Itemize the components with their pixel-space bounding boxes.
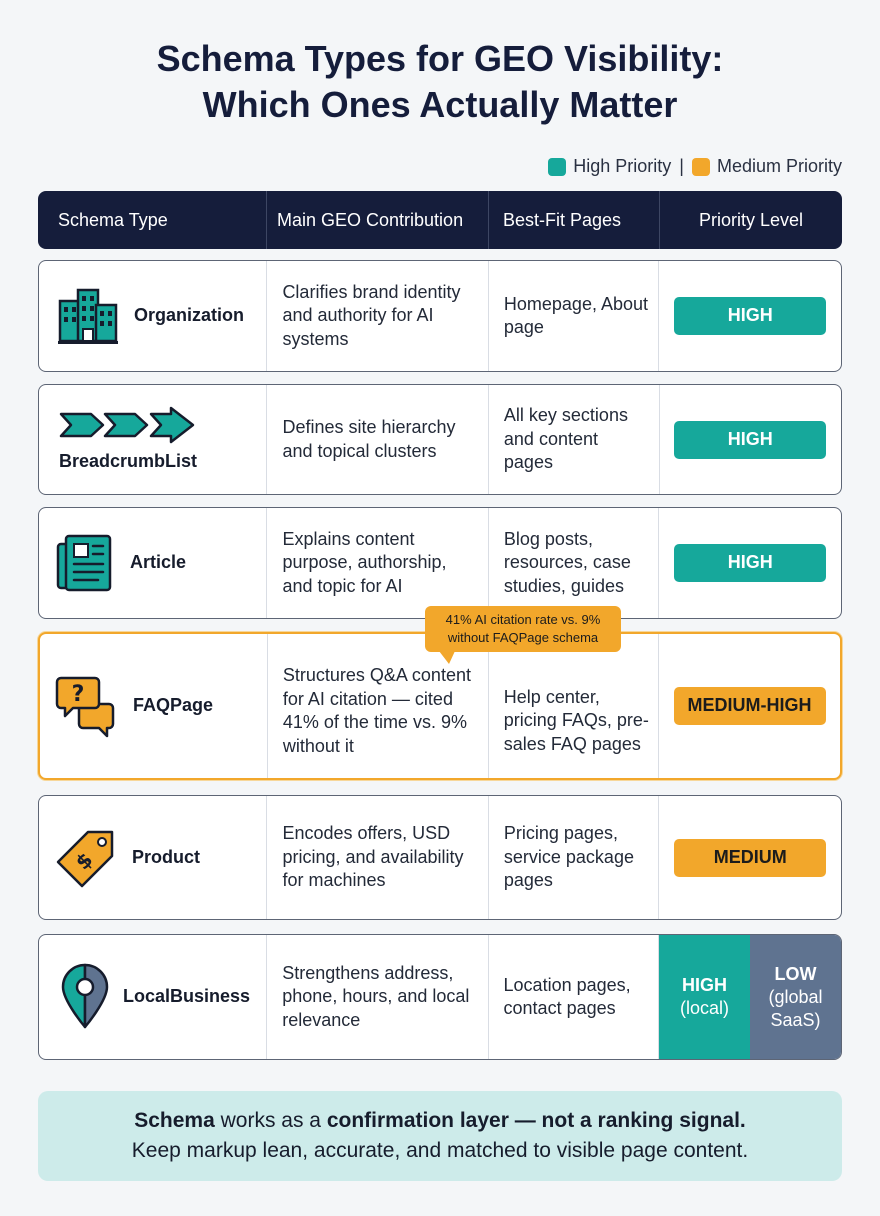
legend-medium-label: Medium Priority (716, 156, 842, 176)
schema-type-cell (39, 261, 267, 371)
contribution-cell: Structures Q&A content for AI citation — cited 41% of the time vs. 9% without it (268, 634, 489, 778)
legend-high-label: High Priority (573, 156, 672, 176)
building-icon (54, 287, 120, 345)
page-title (0, 36, 880, 128)
schema-type-cell (39, 935, 267, 1059)
priority-cell (659, 508, 841, 618)
priority-badge: HIGH (674, 544, 826, 582)
callout-line-1: 41% AI citation rate vs. 9% (445, 612, 601, 627)
pages-cell: Blog posts, resources, case studies, guides (489, 508, 660, 618)
schema-type-cell (39, 385, 267, 494)
svg-text:$: $ (70, 847, 98, 874)
schema-name: LocalBusiness (123, 986, 251, 1007)
contribution-cell: Explains content purpose, authorship, and topic for AI (267, 508, 488, 618)
faq-callout (425, 606, 621, 652)
schema-name: BreadcrumbList (59, 450, 198, 471)
summary-banner (38, 1091, 842, 1181)
priority-badge: HIGH (674, 297, 826, 335)
priority-low-global (750, 935, 841, 1059)
schema-name: Organization (134, 305, 245, 326)
header-priority-level: Priority Level (698, 209, 804, 230)
header-main-contribution: Main GEO Contribution (267, 191, 489, 249)
priority-high-local (659, 935, 750, 1059)
medium-priority-swatch-icon (692, 158, 710, 176)
priority-cell (660, 385, 842, 494)
priority-cell (659, 796, 841, 919)
schema-type-cell (40, 634, 268, 778)
table-row-organization (38, 260, 842, 372)
pages-cell: Pricing pages, service package pages (489, 796, 660, 919)
price-tag-icon (54, 826, 118, 890)
table-row-breadcrumblist (38, 384, 842, 495)
summary-bold-confirmation: confirmation layer — not a ranking signal. (326, 1109, 746, 1132)
pages-cell: Help center, pricing FAQs, pre-sales FAQ pages (489, 634, 659, 778)
chat-bubbles-icon (55, 674, 119, 738)
priority-low-label: LOW (774, 963, 817, 984)
summary-mid: works as a (214, 1109, 327, 1132)
priority-badge: HIGH (674, 421, 826, 459)
schema-name: Article (130, 552, 187, 573)
schema-name: Product (132, 846, 201, 867)
svg-text:?: ? (71, 682, 85, 707)
priority-cell (659, 261, 841, 371)
header-schema-type: Schema Type (38, 191, 267, 249)
table-row-product (38, 795, 842, 920)
pages-cell: All key sections and content pages (489, 385, 660, 494)
priority-badge: MEDIUM-HIGH (674, 687, 826, 725)
priority-high-note: (local) (679, 998, 729, 1018)
title-line-2: Which Ones Actually Matter (202, 84, 678, 125)
table-row-article (38, 507, 842, 619)
header-best-fit-pages: Best-Fit Pages (489, 191, 660, 249)
summary-bold-schema: Schema (134, 1109, 215, 1132)
priority-badge: MEDIUM (674, 839, 826, 877)
priority-cell (659, 935, 841, 1059)
callout-line-2: without FAQPage schema (447, 630, 599, 645)
legend (548, 156, 842, 177)
legend-separator: | (679, 156, 684, 176)
table-row-localbusiness (38, 934, 842, 1060)
arrows-chevron-icon (59, 406, 197, 444)
high-priority-swatch-icon (548, 158, 566, 176)
summary-line-1 (134, 1106, 746, 1136)
document-icon (54, 532, 116, 594)
contribution-cell: Encodes offers, USD pricing, and availability for machines (267, 796, 488, 919)
contribution-cell: Defines site hierarchy and topical clusters (267, 385, 488, 494)
summary-line-2: Keep markup lean, accurate, and matched to visible page content. (131, 1139, 749, 1162)
schema-type-cell (39, 508, 267, 618)
priority-high-label: HIGH (681, 975, 727, 995)
priority-cell (659, 634, 840, 778)
contribution-cell: Clarifies brand identity and authority for AI systems (267, 261, 488, 371)
map-pin-icon (59, 963, 111, 1031)
schema-name: FAQPage (133, 695, 214, 716)
table-header (38, 191, 842, 249)
pages-cell: Location pages, contact pages (489, 935, 659, 1059)
schema-type-cell (39, 796, 267, 919)
priority-low-note: (global SaaS) (768, 986, 823, 1030)
pages-cell: Homepage, About page (489, 261, 660, 371)
title-line-1: Schema Types for GEO Visibility: (156, 38, 724, 79)
contribution-cell: Strengthens address, phone, hours, and local relevance (267, 935, 488, 1059)
